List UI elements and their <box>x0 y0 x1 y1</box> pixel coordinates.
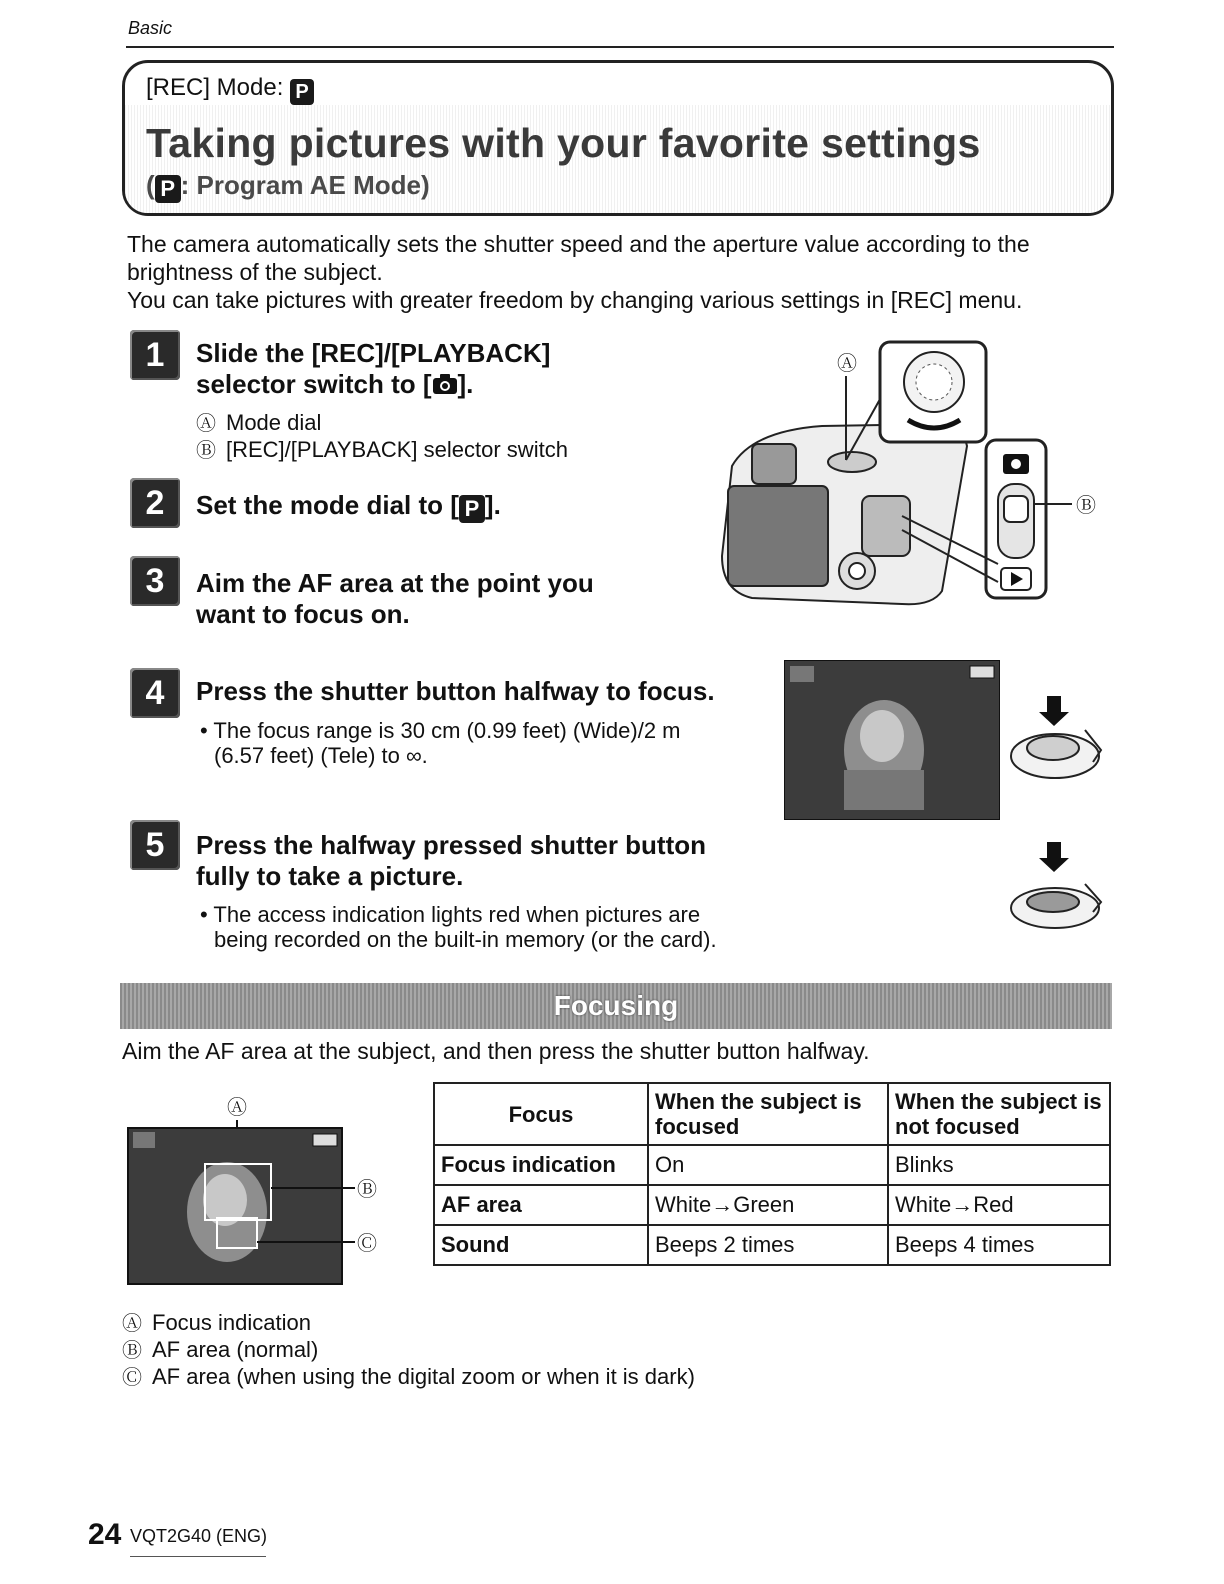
step-number-3: 3 <box>130 556 180 606</box>
table-cell: Beeps 4 times <box>888 1225 1110 1265</box>
program-mode-icon: P <box>155 175 181 203</box>
table-cell: Focus indication <box>434 1145 648 1185</box>
intro-line-1: The camera automatically sets the shutter speed and the aperture value according to the brightness of the subject. <box>127 231 1030 285</box>
page-subtitle: ( P : Program AE Mode) <box>146 170 430 201</box>
table-cell: Blinks <box>888 1145 1110 1185</box>
table-header: When the subject is focused <box>648 1083 888 1145</box>
step-number-1: 1 <box>130 330 180 380</box>
rec-mode-line <box>146 74 314 105</box>
step-3-title: Aim the AF area at the point you want to focus on. <box>196 568 594 629</box>
step-number-2: 2 <box>130 478 180 528</box>
step-4-note: • The focus range is 30 cm (0.99 feet) (Wide)/2 m (6.57 feet) (Tele) to ∞. <box>200 718 681 768</box>
section-label: Basic <box>128 18 173 38</box>
step-4-title: Press the shutter button halfway to focus. <box>196 676 715 706</box>
list-item: Ⓑ AF area (normal) <box>122 1337 319 1362</box>
shutter-half-press-icon <box>1005 690 1105 790</box>
table-cell: Beeps 2 times <box>648 1225 888 1265</box>
step-1-notes: Ⓐ Mode dial Ⓑ [REC]/[PLAYBACK] selector switch <box>196 410 568 462</box>
list-item: Ⓐ Focus indication <box>122 1310 311 1335</box>
page-number: 24 <box>88 1518 122 1551</box>
step-5-title: Press the halfway pressed shutter button fully to take a picture. <box>196 830 707 891</box>
table-cell: On <box>648 1145 888 1185</box>
page-title: Taking pictures with your favorite settings <box>146 120 981 166</box>
step-number-5: 5 <box>130 820 180 870</box>
table-cell: Sound <box>434 1225 648 1265</box>
table-header: When the subject is not focused <box>888 1083 1110 1145</box>
focus-legend <box>122 1310 695 1391</box>
focus-lcd-illustration <box>127 1092 387 1292</box>
focus-label-a: Ⓐ <box>227 1095 247 1119</box>
illustration-label-a: Ⓐ <box>837 351 857 375</box>
header-rule <box>126 46 1114 48</box>
rec-mode-label: [REC] Mode: <box>146 74 284 101</box>
table-cell: White→Green <box>648 1185 888 1225</box>
program-mode-icon: P <box>290 79 314 105</box>
document-code: VQT2G40 (ENG) <box>130 1526 268 1546</box>
focus-table <box>433 1082 1111 1266</box>
program-mode-icon: P <box>459 495 485 523</box>
focusing-banner: Focusing <box>120 983 1112 1029</box>
intro-line-2: You can take pictures with greater freedom by changing various settings in [REC] menu. <box>127 287 1023 313</box>
list-item: Ⓒ AF area (when using the digital zoom or when it is dark) <box>122 1364 695 1389</box>
table-cell: White→Red <box>888 1185 1110 1225</box>
step-number-4: 4 <box>130 668 180 718</box>
illustration-label-b: Ⓑ <box>1076 493 1096 517</box>
table-cell: AF area <box>434 1185 648 1225</box>
table-row <box>434 1225 1110 1265</box>
lcd-preview-image <box>784 660 1000 820</box>
focus-label-c: Ⓒ <box>357 1231 377 1255</box>
camera-icon <box>432 373 458 395</box>
focus-label-b: Ⓑ <box>357 1177 377 1201</box>
step-5-note: • The access indication lights red when pictures are being recorded on the built-in memory (or the card). <box>200 902 717 952</box>
shutter-full-press-icon <box>1005 840 1105 940</box>
table-row <box>434 1185 1110 1225</box>
intro-text <box>127 230 1117 314</box>
camera-mode-dial-illustration <box>712 336 1112 616</box>
table-header: Focus <box>434 1083 648 1145</box>
step-2-title: Set the mode dial to [ P ]. <box>196 490 501 521</box>
table-header-row <box>434 1083 1110 1145</box>
footer-rule <box>130 1556 266 1557</box>
table-row <box>434 1145 1110 1185</box>
step-1-title: Slide the [REC]/[PLAYBACK] selector switch to [ ]. <box>196 338 551 399</box>
focusing-instruction: Aim the AF area at the subject, and then press the shutter button halfway. <box>122 1038 870 1064</box>
